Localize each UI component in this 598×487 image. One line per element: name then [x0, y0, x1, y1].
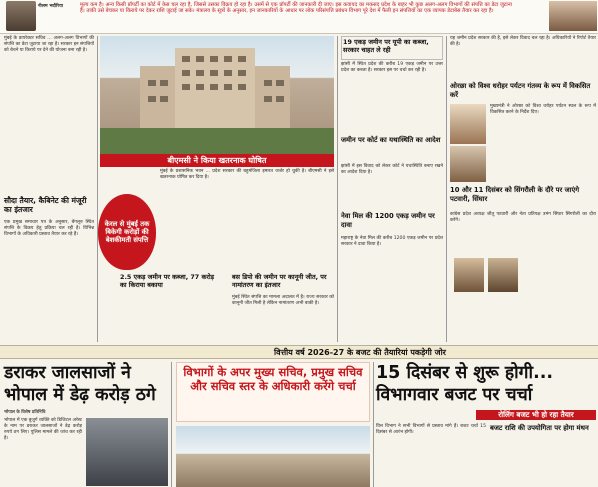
divider	[171, 362, 172, 487]
divider	[337, 36, 338, 342]
right-headline-2: जमीन पर कोर्ट का यथास्थिति का आदेश	[341, 136, 441, 144]
bottom-right-headline: 15 दिसंबर से शुरू होगी... विभागवार बजट पर चर्चा	[376, 363, 554, 405]
left-text-b: एक प्रमुख समाचार पत्र के अनुसार, बेंगलूरु स्थित संपत्ति के विक्रय हेतु प्रक्रिया चल रही है। विभिन्न विभागों के अधिकारी प्रस्ताव तैयार कर रहे हैं।	[4, 220, 94, 238]
center-sub-1: 2.5 एकड़ जमीन पर कब्जा, 77 करोड़ का किराया बकाया	[120, 273, 215, 289]
center-text-bot: मुंबई स्थित संपत्ति का मामला अदालत में है। राज्य सरकार को कानूनी जीत मिली है लेकिन नामांतरण अभी बाकी है।	[232, 295, 334, 307]
bottom-mid-headline: विभागों के अपर मुख्य सचिव, प्रमुख सचिव और सचिव स्तर के अधिकारी करेंगे चर्चा	[176, 362, 370, 422]
far-right-text-bot: कांग्रेस प्रदेश अध्यक्ष जीतू पटवारी और नेता प्रतिपक्ष उमंग सिंघार सिंगरौली का दौरा करेंगे।	[450, 212, 596, 224]
bottom-right-text-2	[490, 446, 596, 486]
section-strip	[0, 345, 598, 359]
center-text-top: मुंबई के प्रशासनिक भवन ... प्रदेश सरकार की बहुमंजिला इमारत जर्जर हो चुकी है। बीएमसी ने इसे खतरनाक घोषित कर दिया है।	[160, 169, 334, 181]
bottom-left-headline: डराकर जालसाजों ने भोपाल में डेढ़ करोड़ ठगे	[4, 363, 156, 405]
bottom-right-sub2: बजट राशि की उपयोगिता पर होगा मंथन	[490, 424, 589, 432]
bottom-left-story	[4, 362, 168, 487]
portrait-photo-2	[450, 146, 486, 182]
right-headline-1: 19 एकड़ जमीन पर यूपी का कब्जा, सरकार चाहत ले रही	[341, 36, 443, 60]
portrait-photo-top-right	[549, 1, 597, 31]
bottom-right-text: वित्त विभाग ने सभी विभागों से प्रस्ताव मांगे हैं। बजट चर्चा 15 दिसंबर से आरंभ होगी।	[376, 424, 486, 436]
bottom-right-sub: रोलिंग बजट भी हो रहा तैयार	[476, 410, 596, 420]
portrait-photo-top-left	[6, 1, 36, 31]
section-strip-title: वित्तीय वर्ष 2026-27 के बजट की तैयारियां पकड़ेगी जोर	[274, 348, 446, 357]
far-right-column	[450, 36, 596, 344]
divider	[97, 36, 98, 342]
right-text-2: झांसी में इस विवाद को लेकर कोर्ट ने यथास्थिति बनाए रखने का आदेश दिया है।	[341, 164, 443, 176]
portrait-photo-4	[488, 258, 518, 292]
far-right-box-title: ओरछा को विश्व धरोहर पर्यटन गंतव्य के रूप में विकसित करें	[450, 82, 591, 99]
bottom-left-text: भोपाल में एक बुजुर्ग व्यक्ति को डिजिटल अरेस्ट के नाम पर डराकर जालसाजों ने डेढ़ करोड़ रुपये ठग लिए। पुलिस मामले की जांच कर रही है।	[4, 418, 82, 442]
bottom-right-story	[376, 362, 596, 487]
red-badge-text: केरल से मुंबई तक बिकेगी करोड़ों की बेशकीमती संपत्ति	[104, 219, 150, 245]
top-strip	[0, 0, 598, 34]
portrait-photo-3	[454, 258, 484, 292]
building-illustration	[100, 36, 334, 154]
center-sub-2: बस डिपो की जमीन पर कानूनी जीत, पर नामांतरण का इंतजार	[232, 273, 327, 289]
right-text-3: महाराष्ट्र के नेवा मिल की करीब 1200 एकड़ जमीन पर प्रदेश सरकार ने दावा किया है।	[341, 236, 443, 248]
reporter-byline: नीलम भदौरिया	[38, 4, 63, 9]
right-text-1: झांसी में स्थित प्रदेश की करीब 19 एकड़ जमीन पर उत्तर प्रदेश का कब्जा है। सरकार इस पर चर्चा कर रही है।	[341, 62, 443, 74]
left-column	[4, 36, 94, 344]
bottom-left-photo	[86, 418, 168, 486]
right-headline-3: नेवा मिल की 1200 एकड़ जमीन पर दावा	[341, 212, 435, 229]
bottom-left-byline: भोपाल के विशेष प्रतिनिधि	[4, 410, 46, 415]
far-right-text-mid: मुख्यमंत्री ने ओरछा को विश्व धरोहर पर्यटन स्थल के रूप में विकसित करने के निर्देश दिए।	[490, 104, 596, 116]
bottom-mid-story	[176, 362, 370, 487]
bottom-mid-photo	[176, 426, 370, 487]
portrait-photo	[450, 104, 486, 144]
lead-text: मूल्य कम है। अन्य किसी प्रॉपर्टी का कोर्ट में केस चल रहा है, जिससे उसका विक्रय हो रहा है। उसमें से एक प्रॉपर्टी की जानकारी दी जाए। इस कवायद का मकसद प्रदेश के बाहर भी कुछ अलग-अलग विभागों की संपत्ति का डेटा जुटाना है। ताकी उसे बेचकर या किराये पर देकर राशि जुटाई जा सके। मंत्रालय के सूत्रों के अनुसार, इन जानकारियों के आधार पर लोक परिसंपत्ति प्रबंधन विभाग पूरे देश में फैली इन संपत्तियों का एक व्यापक डेटाबेस तैयार कर रहा है।	[80, 2, 512, 15]
far-right-box2-title: 10 और 11 दिसंबर को सिंगरौली के दौरे पर जाएंगे पटवारी, सिंघार	[450, 186, 580, 203]
building-photo	[100, 36, 334, 154]
photo-caption: बीएमसी ने किया खतरनाक घोषित	[100, 154, 334, 167]
divider	[373, 362, 374, 487]
right-column	[341, 36, 443, 344]
far-right-text-top: यह जमीन प्रदेश सरकार की है, इसे लेकर विवाद चल रहा है। अधिकारियों ने रिपोर्ट तैयार की है।	[450, 36, 596, 48]
left-text-a: मुंबई के डायरेक्टर सचिव ... अलग-अलग विभागों की संपत्ति का डेटा जुटाया जा रहा है। सरकार इन संपत्तियों को बेचने या किराये पर देने की योजना बना रही है।	[4, 36, 94, 54]
left-box-title: सौदा तैयार, कैबिनेट की मंजूरी का इंतजार	[4, 196, 87, 214]
red-badge	[98, 194, 156, 270]
divider	[446, 36, 447, 342]
